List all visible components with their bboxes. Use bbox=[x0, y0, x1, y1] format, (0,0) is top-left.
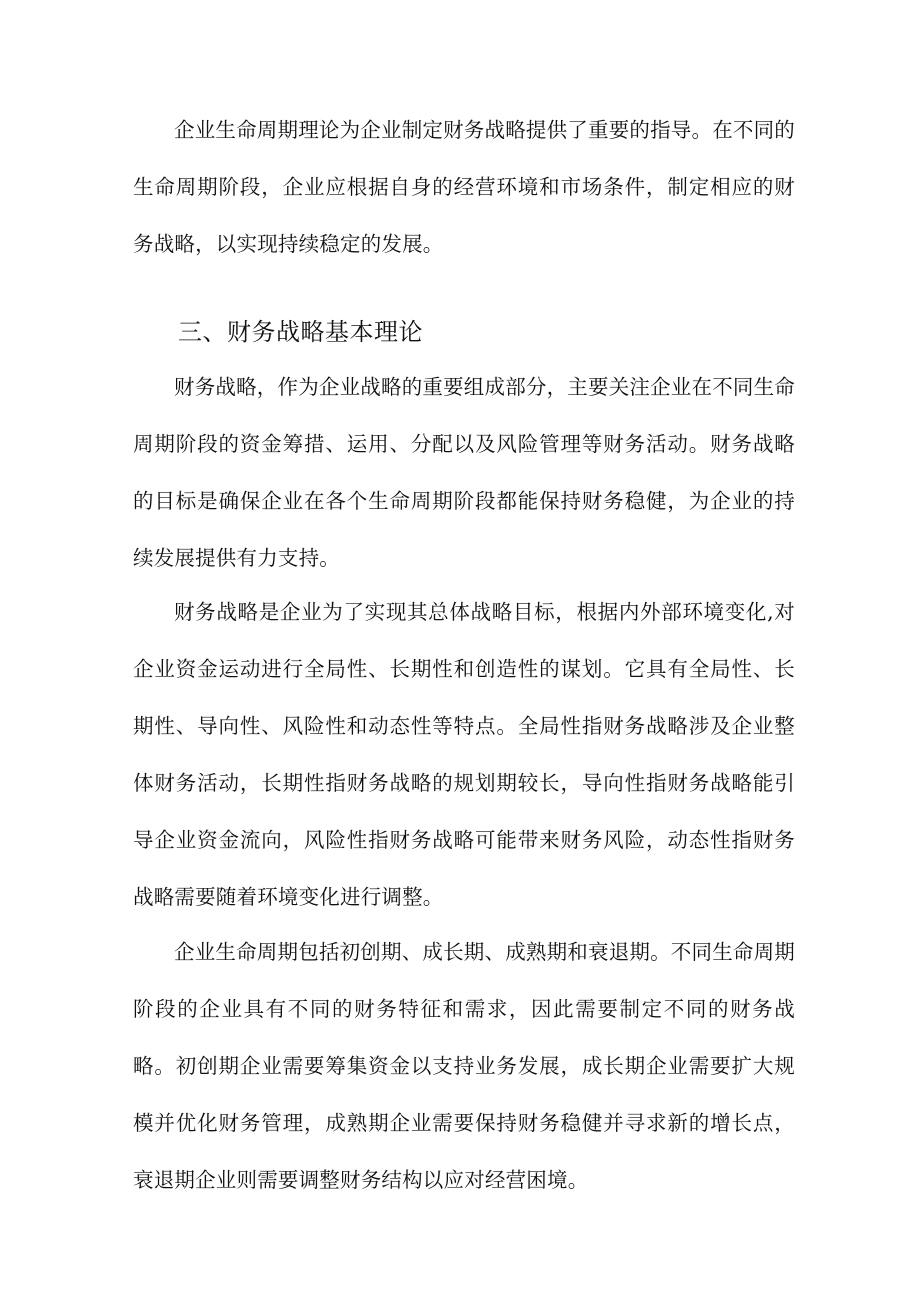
section-heading: 三、财务战略基本理论 bbox=[178, 318, 423, 346]
paragraph-lifecycle-stages: 企业生命周期包括初创期、成长期、成熟期和衰退期。不同生命周期阶段的企业具有不同的财务特征和需求，因此需要制定不同的财务战略。初创期企业需要筹集资金以支持业务发展，成长期企业需要扩大规模并优化财务管理，成熟期企业需要保持财务稳健并寻求新的增长点，衰退期企业则需要调整财务结构以应对经营困境。 bbox=[133, 940, 795, 1192]
paragraph-strategy-definition: 财务战略，作为企业战略的重要组成部分，主要关注企业在不同生命周期阶段的资金筹措、运用、分配以及风险管理等财务活动。财务战略的目标是确保企业在各个生命周期阶段都能保持财务稳健，为企业的持续发展提供有力支持。 bbox=[133, 375, 795, 570]
paragraph-strategy-characteristics: 财务战略是企业为了实现其总体战略目标，根据内外部环境变化,对企业资金运动进行全局性、长期性和创造性的谋划。它具有全局性、长期性、导向性、风险性和动态性等特点。全局性指财务战略涉及企业整体财务活动，长期性指财务战略的规划期较长，导向性指财务战略能引导企业资金流向，风险性指财务战略可能带来财务风险，动态性指财务战略需要随着环境变化进行调整。 bbox=[133, 600, 795, 909]
paragraph-lifecycle-guidance: 企业生命周期理论为企业制定财务战略提供了重要的指导。在不同的生命周期阶段，企业应根据自身的经营环境和市场条件，制定相应的财务战略，以实现持续稳定的发展。 bbox=[133, 118, 795, 256]
